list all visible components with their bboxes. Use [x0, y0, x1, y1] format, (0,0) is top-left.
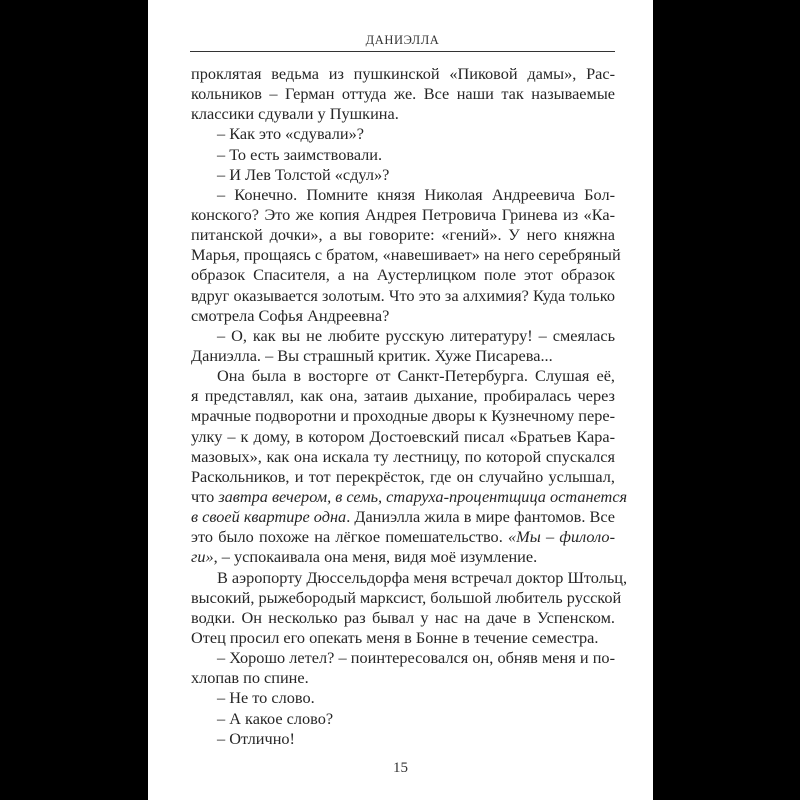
- text-segment: Даниэлла. – Вы страшный критик. Хуже Писарева...: [191, 345, 553, 365]
- text-segment: , – успокаивала она меня, видя моё изумление.: [213, 547, 538, 567]
- text-segment: образок Спасителя, а на Аустерлицком поле этот образок: [191, 265, 615, 285]
- text-line: [191, 507, 615, 527]
- text-line: [191, 729, 615, 749]
- text-line: [191, 587, 622, 608]
- text-segment: улку – к дому, в котором Достоевский писал «Братьев Кара-: [191, 426, 615, 446]
- text-line: [191, 225, 615, 245]
- text-line: [191, 205, 615, 225]
- italic-text: в своей квартире одна: [191, 507, 347, 527]
- text-line: [191, 185, 615, 205]
- text-segment: конского? Это же копия Андрея Петровича Гринева из «Ка-: [191, 204, 615, 224]
- italic-text: ги»: [191, 547, 214, 567]
- text-line: [191, 64, 615, 84]
- text-segment: высокий, рыжебородый марксист, большой любитель русской: [191, 587, 622, 607]
- text-segment: это было похоже на лёгкое помешательство.: [191, 527, 509, 547]
- text-segment: я представлял, как она, затаив дыхание, пробиралась через: [191, 386, 615, 406]
- text-line: [191, 386, 615, 406]
- text-segment: питанской дочки», а вы говорите: «гений». У него княжна: [191, 225, 615, 245]
- text-segment: – О, как вы не любите русскую литературу! – смеялась: [217, 325, 615, 345]
- text-line: [191, 628, 615, 648]
- text-line: [191, 346, 615, 366]
- text-segment: – То есть заимствовали.: [217, 144, 383, 164]
- text-line: [191, 527, 615, 547]
- italic-text: завтра вечером, в семь, старуха-процентщица останется: [218, 486, 628, 506]
- text-segment: – Конечно. Помните князя Николая Андреевича Бол-: [217, 184, 615, 204]
- text-segment: – И Лев Толстой «сдул»?: [217, 164, 390, 184]
- text-line: [191, 467, 615, 487]
- text-line: [191, 84, 615, 104]
- text-line: [191, 486, 628, 507]
- text-line: [191, 608, 615, 628]
- text-line: [191, 145, 615, 165]
- header-rule: [190, 51, 615, 52]
- text-line: [191, 104, 615, 124]
- text-segment: – А какое слово?: [217, 708, 334, 728]
- text-line: [191, 124, 615, 144]
- running-header: ДАНИЭЛЛА: [365, 33, 440, 47]
- text-line: [191, 245, 621, 265]
- text-line: [191, 427, 615, 447]
- text-segment: Она была в восторге от Санкт-Петербурга. Слушая её,: [217, 366, 615, 386]
- text-segment: Раскольников, и тот перекрёсток, где он случайно услышал,: [191, 466, 615, 486]
- text-line: [191, 447, 615, 467]
- text-segment: кольников – Герман оттуда же. Все наши так называемые: [191, 84, 615, 104]
- text-segment: вдруг оказывается золотым. Что это за алхимия? Куда только: [191, 285, 615, 305]
- page-body-text: [191, 64, 628, 749]
- text-segment: водки. Он несколько раз бывал у нас на даче в Успенском.: [191, 607, 615, 627]
- text-segment: смотрела Софья Андреевна?: [191, 305, 390, 325]
- italic-text: «Мы – филоло-: [508, 527, 615, 547]
- text-line: [191, 306, 615, 326]
- text-line: [191, 265, 615, 285]
- text-segment: Марья, прощаясь с братом, «навешивает» на него серебряный: [191, 245, 621, 265]
- text-segment: хлопав по спине.: [191, 668, 309, 688]
- text-line: [191, 567, 628, 588]
- text-line: [191, 547, 615, 567]
- text-segment: классики сдували у Пушкина.: [191, 104, 399, 124]
- text-line: [191, 406, 615, 426]
- text-segment: Отец просил его опекать меня в Бонне в течение семестра.: [191, 627, 599, 647]
- text-line: [191, 668, 615, 688]
- text-line: [191, 709, 615, 729]
- text-line: [191, 648, 615, 668]
- text-line: [191, 366, 615, 386]
- text-segment: В аэропорту Дюссельдорфа меня встречал доктор Штольц,: [217, 567, 628, 587]
- text-segment: проклятая ведьма из пушкинской «Пиковой дамы», Рас-: [191, 64, 615, 83]
- text-segment: . Даниэлла жила в мире фантомов. Все: [346, 507, 615, 527]
- page-number: 15: [393, 760, 408, 776]
- text-line: [191, 688, 615, 708]
- text-segment: – Не то слово.: [217, 688, 315, 708]
- text-line: [191, 165, 615, 185]
- text-line: [191, 326, 615, 346]
- text-segment: – Хорошо летел? – поинтересовался он, обняв меня и по-: [217, 648, 615, 668]
- text-segment: – Отлично!: [217, 728, 295, 748]
- text-segment: мрачные подворотни и проходные дворы к Кузнечному пере-: [191, 406, 615, 426]
- text-segment: что: [191, 486, 219, 506]
- text-line: [191, 286, 615, 306]
- text-segment: мазовых», как она искала ту лестницу, по которой спускался: [191, 446, 615, 466]
- text-segment: – Как это «сдували»?: [217, 124, 364, 144]
- book-page: [148, 0, 653, 800]
